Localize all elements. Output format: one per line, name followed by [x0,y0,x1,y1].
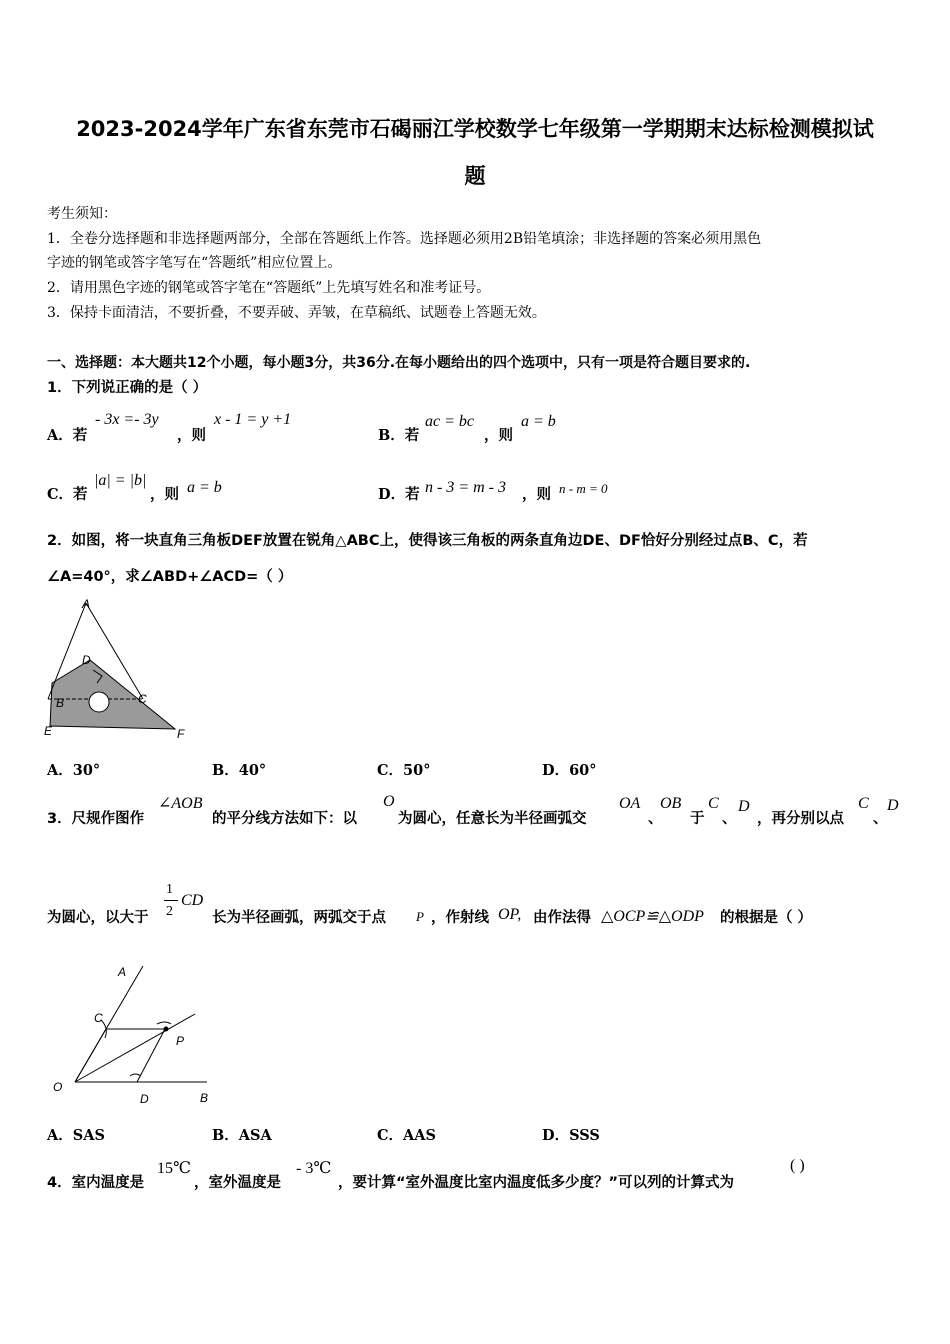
q3-figure-label-c: C [94,1011,103,1025]
q3-point-c: C [708,795,719,812]
notice-item-2: 2．请用黑色字迹的钢笔或答字笔在“答题纸”上先填写姓名和准考证号。 [47,280,491,296]
q3-separator-1: 、 [648,811,663,827]
q2-figure-label-f: F [177,727,185,741]
q3-congruence: △OCP≌△ODP [601,908,704,925]
q2-figure-label-d: D [82,653,91,667]
q1-option-a-condition: - 3x =- 3y [95,411,159,428]
q1-option-c-condition: |a| = |b| [94,472,147,489]
q3-figure-angle-bisector [45,958,220,1108]
q2-option-c: C．50° [377,762,431,779]
q2-option-d: D．60° [542,762,597,779]
q3-stem-part3: 为圆心，任意长为半径画弧交 [398,811,587,827]
q1-option-c-then: ，则 [150,486,179,503]
q2-figure-label-b: B [56,696,65,710]
q3-stem-part4: 于 [690,811,705,827]
q1-option-a-label: A．若 [47,427,88,444]
q3-option-d: D．SSS [542,1127,600,1144]
q1-option-c-result: a = b [187,479,222,496]
q3-stem-part8: ，作射线 [431,910,489,926]
notice-item-3: 3．保持卡面清洁，不要折叠，不要弄破、弄皱，在草稿纸、试题卷上答题无效。 [47,305,546,321]
notice-heading: 考生须知： [47,206,117,222]
page-title: 2023-2024学年广东省东莞市石碣丽江学校数学七年级第一学期期末达标检测模拟试 [76,117,874,141]
q3-separator-2: 、 [722,811,737,827]
q3-stem-part7: 长为半径画弧，两弧交于点 [212,910,386,926]
q2-figure-triangle [40,592,200,742]
q1-option-b-condition: ac = bc [425,413,474,430]
notice-item-1: 1．全卷分选择题和非选择题两部分，全部在答题纸上作答。选择题必须用2B铅笔填涂；非选择题的答案必须用黑色 [47,231,762,247]
q3-angle-aob: ∠AOB [158,795,203,812]
q1-option-d-label: D．若 [378,486,420,503]
q3-figure-label-p: P [176,1034,185,1048]
q3-fraction-denominator: 2 [166,904,173,919]
q3-figure-label-o: O [53,1080,63,1094]
q3-fraction-numerator: 1 [166,882,173,897]
q4-stem-part2: ，室外温度是 [194,1175,281,1191]
q2-figure-label-e: E [44,724,53,738]
q3-stem-part10: 的根据是（ ） [720,910,813,926]
q1-option-b-result: a = b [521,413,556,430]
q1-option-b-label: B．若 [378,427,420,444]
page-title-continued: 题 [464,164,486,188]
q3-separator-3: 、 [873,811,888,827]
section-heading: 一、选择题：本大题共12个小题，每小题3分，共36分.在每小题给出的四个选项中，只有一项是符合题目要求的. [47,355,751,371]
q1-option-a-then: ，则 [177,427,206,444]
q1-stem: 1．下列说正确的是（ ） [47,380,208,396]
q3-option-c: C．AAS [377,1127,437,1144]
q3-fraction-bar [164,900,178,901]
q1-option-c-label: C．若 [47,486,88,503]
q3-ray-oa: OA [619,795,641,812]
q3-point-o: O [383,793,395,810]
q1-option-d-then: ，则 [522,486,551,503]
q2-stem-line2: ∠A=40°，求∠ABD+∠ACD=（ ） [47,569,293,585]
q3-figure-label-a: A [118,965,127,979]
q4-stem-part3: ，要计算“室外温度比室内温度低多少度？”可以列的计算式为 [338,1175,735,1191]
q3-ray-op: OP, [498,906,522,923]
q4-stem-part1: 4．室内温度是 [47,1175,145,1191]
q2-stem-line1: 2．如图，将一块直角三角板DEF放置在锐角△ABC上，使得该三角板的两条直角边DE、DF恰好分别经过点B、C，若 [47,533,808,549]
q3-ray-ob: OB [660,795,682,812]
q3-figure-label-d: D [140,1092,149,1106]
q2-option-a: A．30° [47,762,101,779]
q3-option-b: B．ASA [212,1127,272,1144]
notice-item-1-cont: 字迹的钢笔或答字笔写在“答题纸”相应位置上。 [47,255,342,271]
q3-segment-cd: CD [181,892,204,909]
q4-indoor-temperature: 15℃ [157,1160,191,1177]
q3-point-c-2: C [858,795,869,812]
q3-option-a: A．SAS [47,1127,105,1144]
q3-stem-part6: 为圆心，以大于 [47,910,149,926]
q4-answer-parentheses: ( ) [790,1157,805,1174]
q2-option-b: B．40° [212,762,267,779]
q3-stem-part1: 3．尺规作图作 [47,811,145,827]
q2-figure-label-c: C [138,692,147,706]
q1-option-b-then: ，则 [484,427,513,444]
q4-outdoor-temperature: - 3℃ [296,1160,332,1177]
q3-point-d-2: D [887,797,899,814]
q1-option-d-condition: n - 3 = m - 3 [425,479,507,496]
q3-figure-label-b: B [200,1091,209,1105]
q3-point-d: D [738,798,750,815]
q3-stem-part9: 由作法得 [533,910,591,926]
q3-stem-part5: ，再分别以点 [757,811,844,827]
q3-point-p: P [416,909,424,924]
q1-option-a-result: x - 1 = y +1 [214,411,292,428]
q1-option-d-result: n - m = 0 [559,481,608,496]
q2-figure-label-a: A [82,597,91,611]
q3-stem-part2: 的平分线方法如下：以 [212,811,357,827]
